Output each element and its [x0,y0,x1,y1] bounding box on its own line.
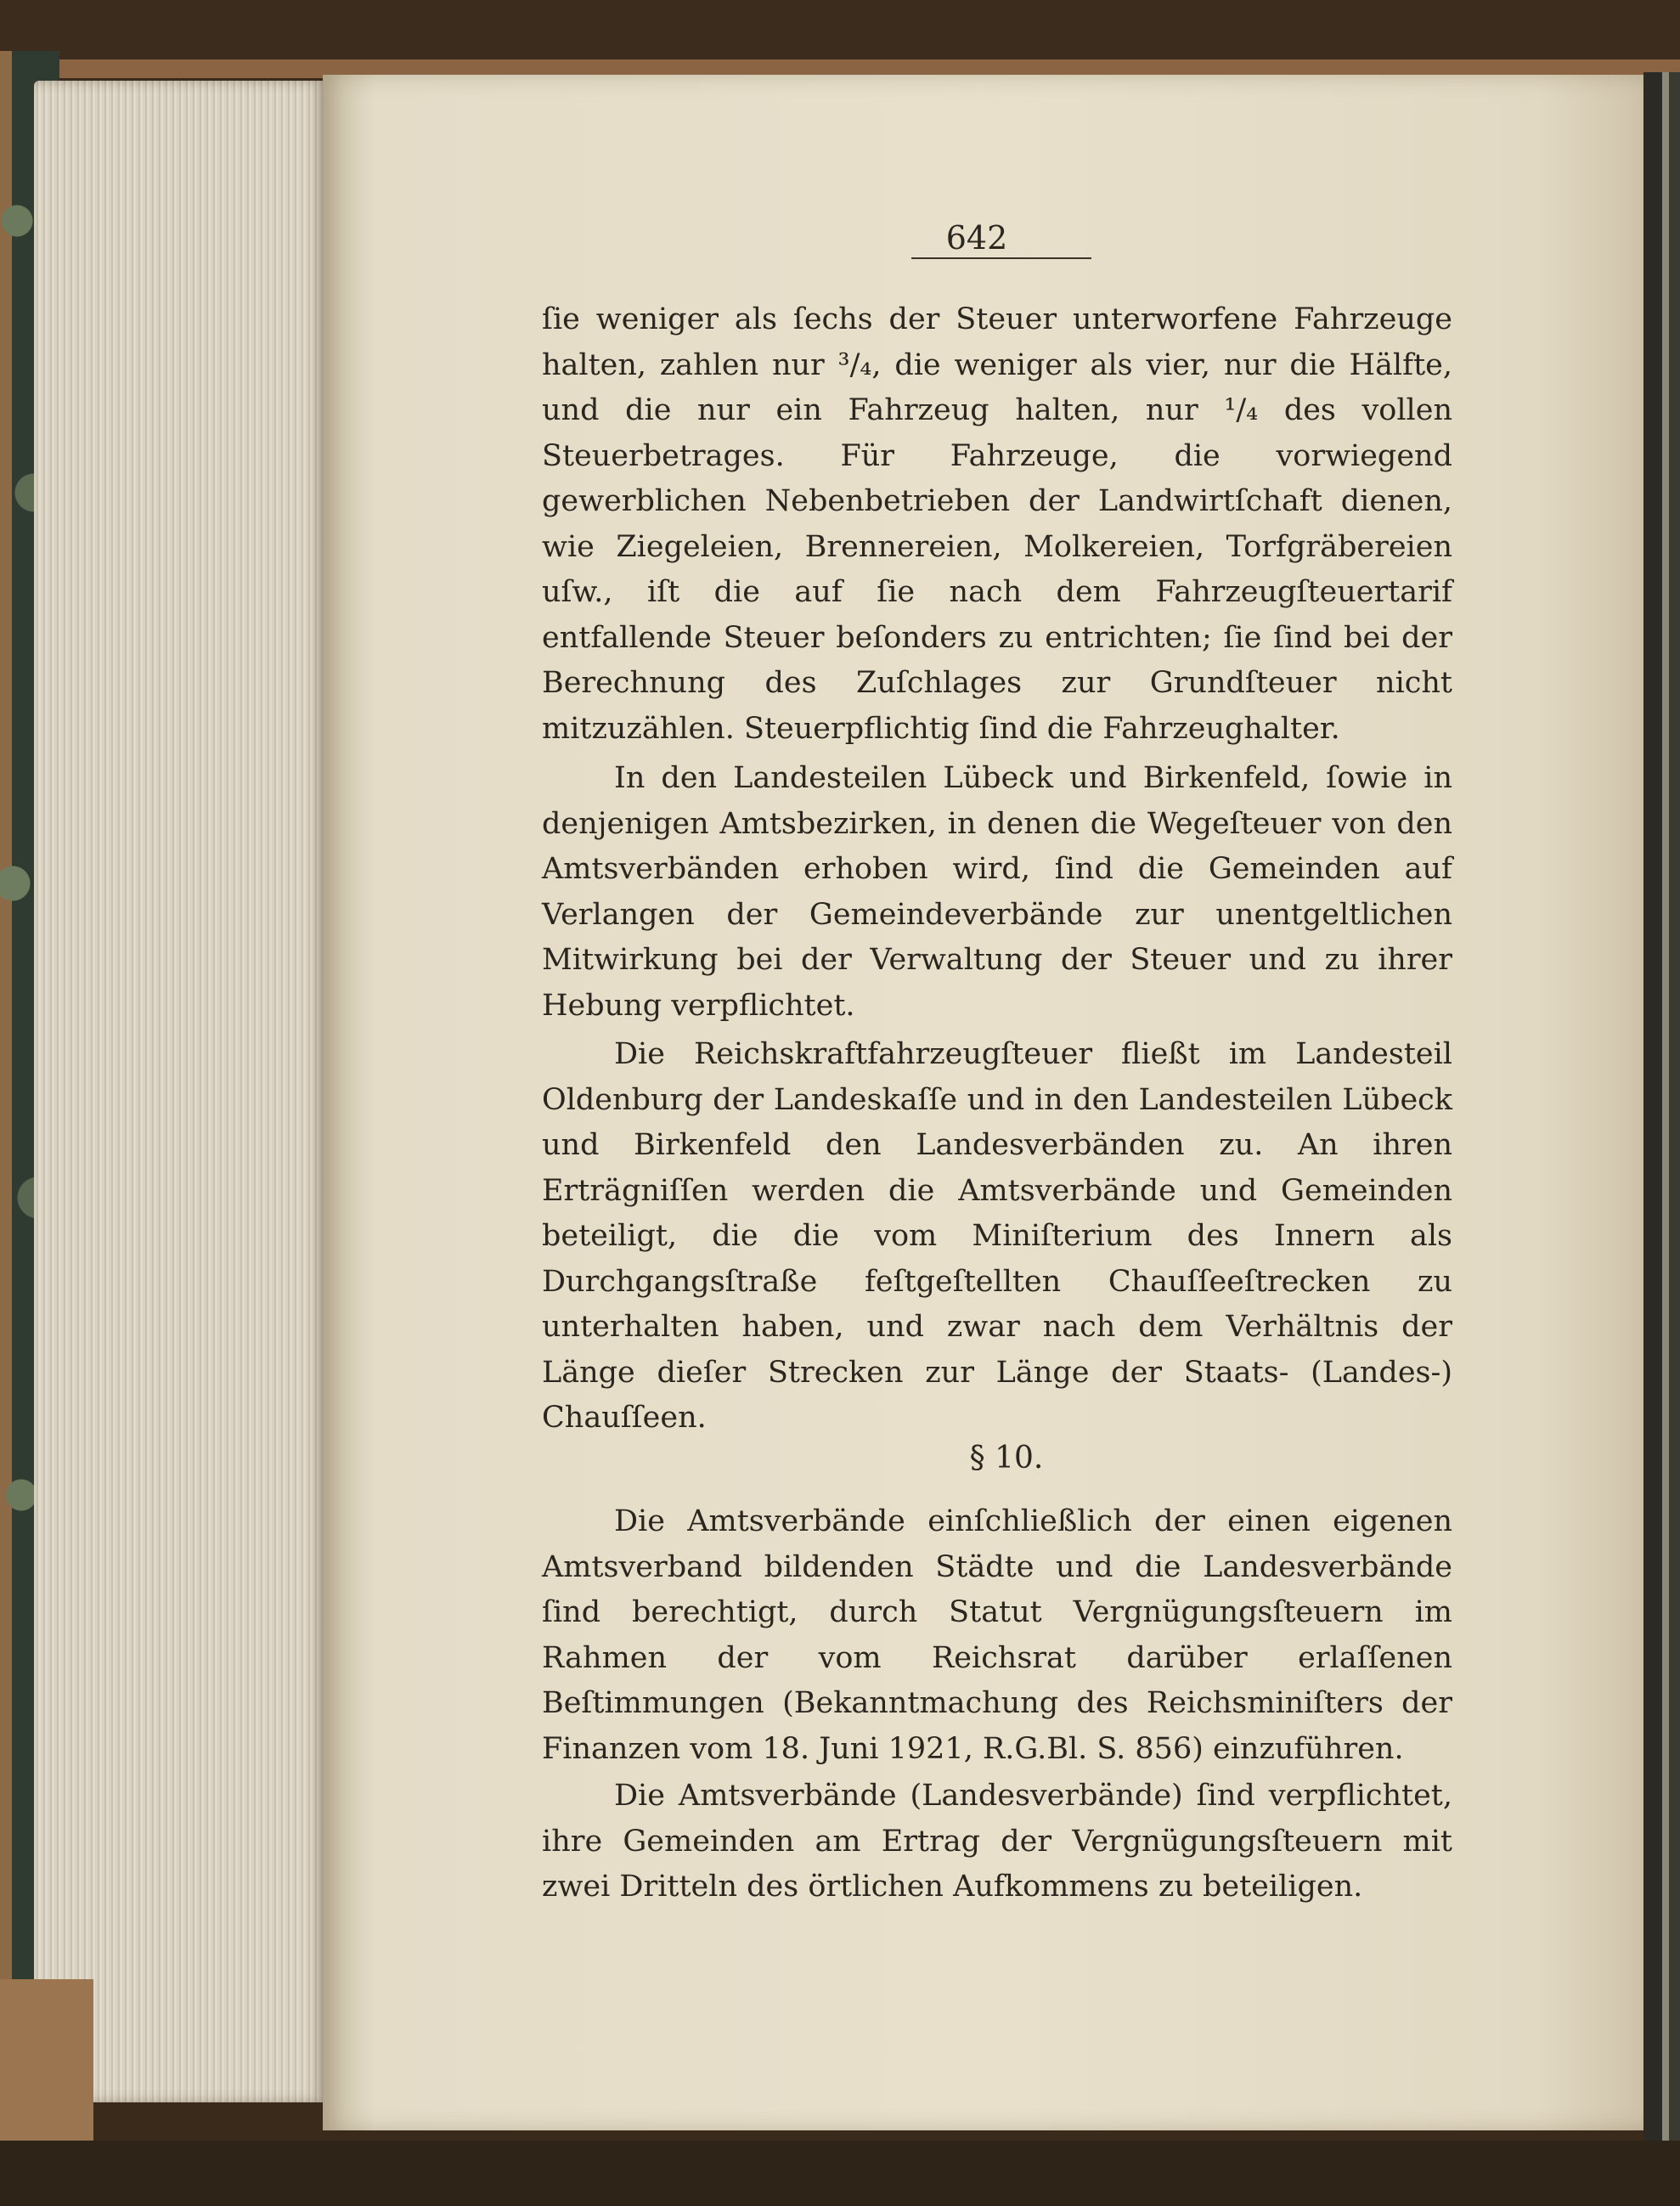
scan-background-bottom [0,2141,1680,2206]
scan-background-top [0,0,1680,78]
page-edges-stack [34,81,327,2102]
paragraph-5: Die Amtsverbände (Landesverbände) ſind verpflichtet, ihre Gemeinden am Ertrag der Vergnügungsſteuern mit zwei Dritteln des örtlichen Aufkommens zu beteiligen. [542,1779,1452,1904]
paragraph-1: ſie weniger als ſechs der Steuer unterworfene Fahrzeuge halten, zahlen nur ³/₄, die weniger als vier, nur die Hälfte, und die nur ein Fahrzeug halten, nur ¹/₄ des vollen Steuerbetrages. Für Fahrzeuge, die vorwiegend gewerblichen Nebenbetrieben der Landwirtſchaft dienen, wie Ziegeleien, Brennereien, Molkereien, Torfgräbereien uſw., iſt die auf ſie nach dem Fahrzeugſteuertarif entfallende Steuer beſonders zu entrichten; ſie ſind bei der Berechnung des Zuſchlages zur Grundſteuer nicht mitzuzählen. Steuerpflichtig ſind die Fahrzeughalter. [542,302,1452,746]
book-spine-edge [1643,72,1680,2145]
section-heading: § 10. [969,1441,1044,1475]
page-number: 642 [945,219,1008,257]
paragraph-2: In den Landesteilen Lübeck und Birkenfeld, ſowie in denjenigen Amtsbezirken, in denen die Wegeſteuer von den Amtsverbänden erhoben wird, ſind die Gemeinden auf Verlangen der Gemeindeverbände zur unentgeltlichen Mitwirkung bei der Verwaltung der Steuer und zu ihrer Hebung verpflichtet. [542,761,1452,1023]
paragraph-3: Die Reichskraftfahrzeugſteuer fließt im Landesteil Oldenburg der Landeskaſſe und in den Landesteilen Lübeck und Birkenfeld den Landesverbänden zu. An ihren Erträgniſſen werden die Amtsverbände und Gemeinden beteiligt, die die vom Miniſterium des Innern als Durchgangsſtraße feſtgeſtellten Chauſſeeſtrecken zu unterhalten haben, und zwar nach dem Verhältnis der Länge dieſer Strecken zur Länge der Staats- (Landes-) Chauſſeen. [542,1037,1452,1435]
header-rule [911,257,1091,259]
paragraph-4: Die Amtsverbände einſchließlich der einen eigenen Amtsverband bildenden Städte und die Landesverbände ſind berechtigt, durch Statut Vergnügungsſteuern im Rahmen der vom Reichsrat darüber erlaſſenen Beſtimmungen (Bekanntmachung des Reichsminiſters der Finanzen vom 18. Juni 1921, R.G.Bl. S. 856) einzuführen. [542,1504,1452,1766]
